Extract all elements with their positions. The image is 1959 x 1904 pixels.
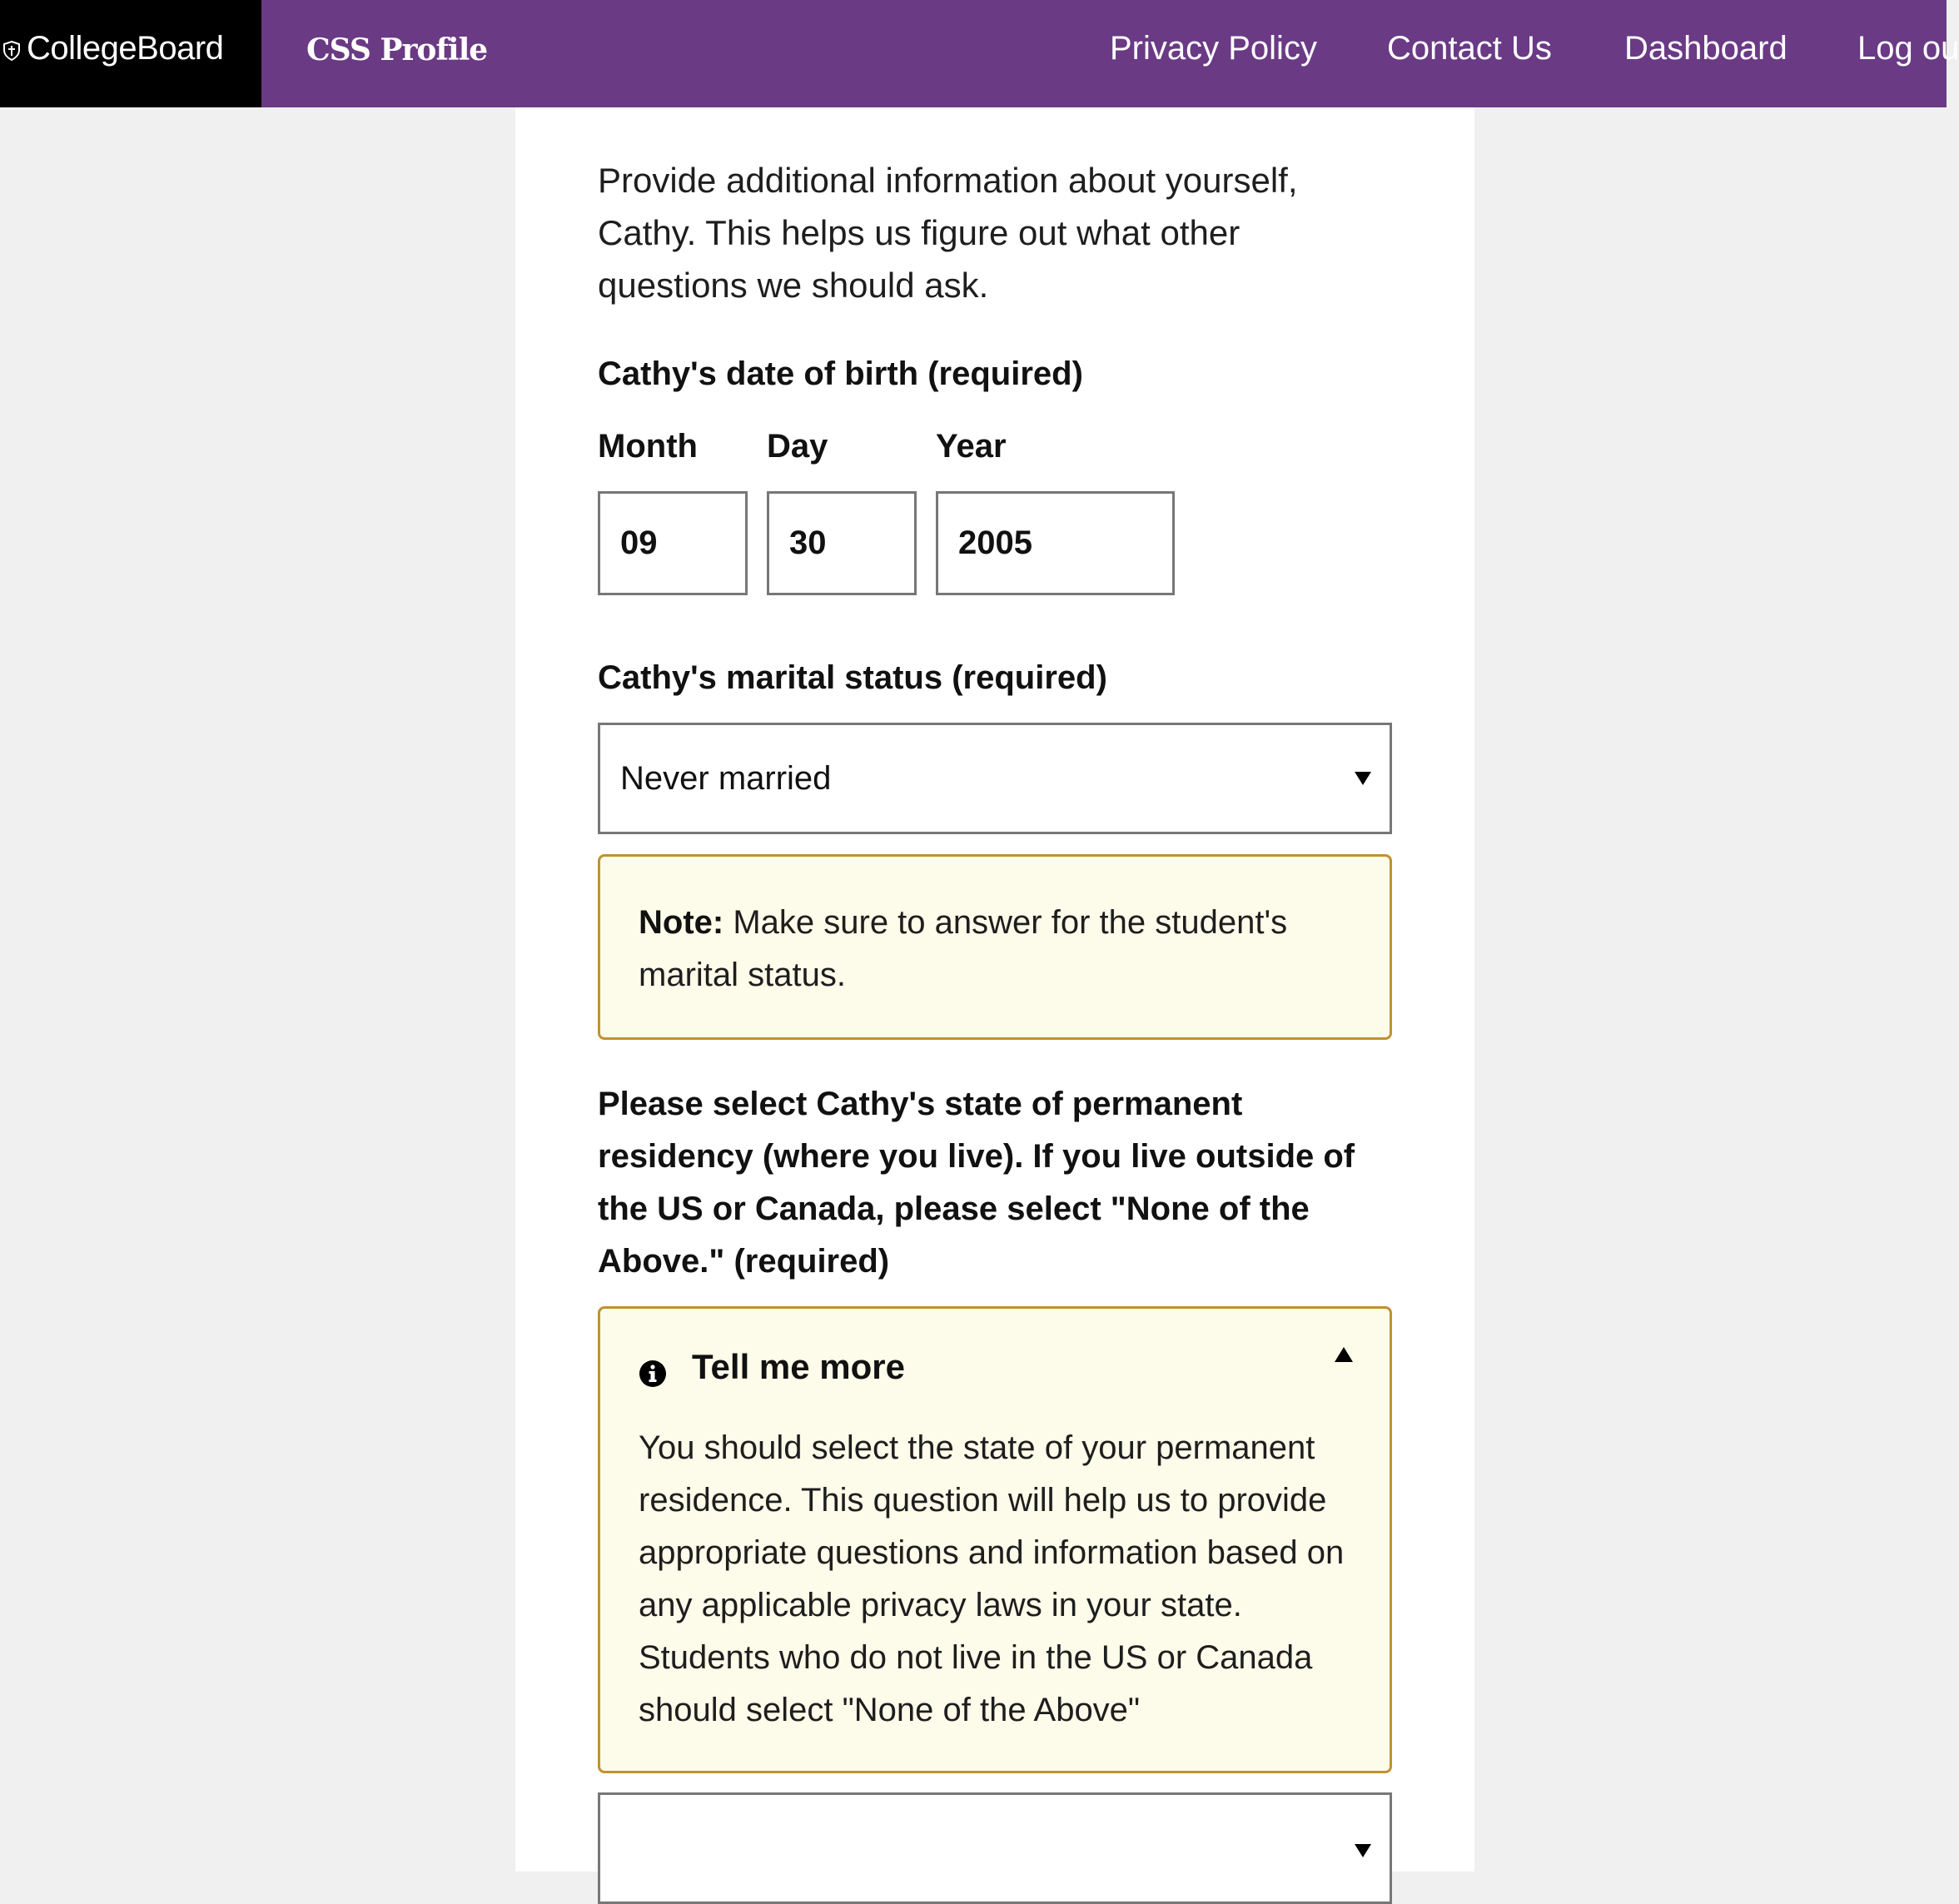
top-nav-bar bbox=[0, 0, 1959, 107]
month-input[interactable]: 09 bbox=[598, 491, 748, 595]
nav-dashboard[interactable]: Dashboard bbox=[1624, 30, 1787, 67]
year-input[interactable]: 2005 bbox=[936, 491, 1175, 595]
state-residency-select[interactable] bbox=[598, 1792, 1392, 1904]
residency-label: Please select Cathy's state of permanent residency (where you live). If you live outside of the US or Canada, please select "None of the Above." (required) bbox=[598, 1086, 1355, 1280]
tell-me-more-toggle[interactable]: Tell me more bbox=[692, 1347, 905, 1386]
nav-privacy-policy[interactable]: Privacy Policy bbox=[1110, 30, 1317, 67]
nav-log-out[interactable]: Log ou bbox=[1857, 30, 1959, 67]
marital-status-value: Never married bbox=[620, 759, 832, 797]
note-bold-label: Note: bbox=[639, 904, 724, 941]
product-name[interactable]: CSS Profile bbox=[306, 32, 488, 67]
brand-name: CollegeBoard bbox=[27, 30, 224, 67]
nav-contact-us[interactable]: Contact Us bbox=[1387, 30, 1552, 67]
dropdown-caret-icon bbox=[1355, 772, 1371, 785]
intro-text: Provide additional information about yourself, Cathy. This helps us figure out what other questions we should ask. bbox=[598, 161, 1298, 305]
collapse-caret-icon[interactable] bbox=[1335, 1347, 1353, 1362]
dob-label: Cathy's date of birth (required) bbox=[598, 355, 1083, 392]
shield-logo-icon bbox=[3, 41, 20, 61]
year-label: Year bbox=[936, 428, 1007, 465]
marital-status-label: Cathy's marital status (required) bbox=[598, 659, 1107, 696]
marital-status-select[interactable] bbox=[598, 723, 1392, 834]
note-text: Make sure to answer for the student's marital status. bbox=[639, 904, 1288, 993]
month-label: Month bbox=[598, 428, 698, 465]
collegeboard-logo[interactable] bbox=[0, 0, 261, 107]
info-icon bbox=[639, 1360, 667, 1388]
dropdown-caret-icon bbox=[1355, 1844, 1371, 1857]
marital-note bbox=[598, 854, 1392, 1040]
tell-me-more-body: You should select the state of your permanent residence. This question will help us to provide appropriate questions and information based on any applicable privacy laws in your state. Students who do not live in the US or Canada should select "None of the Above" bbox=[639, 1429, 1345, 1728]
day-input[interactable]: 30 bbox=[767, 491, 917, 595]
note-content bbox=[639, 897, 1346, 1002]
day-label: Day bbox=[767, 428, 828, 465]
tell-me-more-panel bbox=[598, 1306, 1392, 1773]
